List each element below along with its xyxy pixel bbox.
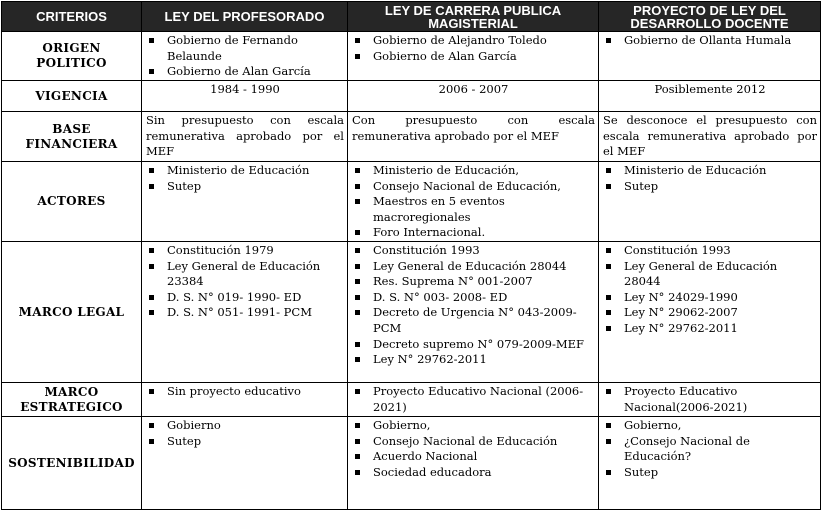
row-actores	[2, 162, 821, 242]
bullet-item: Sociedad educadora	[352, 465, 595, 481]
cell-proyecto	[599, 383, 821, 417]
bullet-list	[603, 33, 817, 49]
bullet-item: Gobierno de Ollanta Humala	[603, 33, 817, 49]
bullet-item: Gobierno de Fernando Belaunde	[146, 33, 344, 64]
bullet-item: Ley N° 29762-2011	[352, 352, 595, 368]
bullet-list	[146, 384, 344, 400]
bullet-item: Consejo Nacional de Educación,	[352, 179, 595, 195]
bullet-list	[352, 33, 595, 64]
cell-proyecto	[599, 242, 821, 383]
cell-profesorado: 1984 - 1990	[142, 81, 348, 112]
cell-profesorado	[142, 417, 348, 510]
criterion-label: ACTORES	[2, 162, 142, 242]
bullet-item: Proyecto Educativo Nacional(2006-2021)	[603, 384, 817, 415]
cell-text: Sin presupuesto con escala remunerativa aprobado por el MEF	[146, 113, 344, 159]
bullet-item: Decreto supremo N° 079-2009-MEF	[352, 337, 595, 353]
cell-proyecto	[599, 112, 821, 162]
bullet-item: Gobierno	[146, 418, 344, 434]
bullet-item: Res. Suprema N° 001-2007	[352, 274, 595, 290]
bullet-list	[603, 418, 817, 480]
row-base-financiera	[2, 112, 821, 162]
bullet-item: Sutep	[603, 465, 817, 481]
bullet-item: Consejo Nacional de Educación	[352, 434, 595, 450]
cell-proyecto: Posiblemente 2012	[599, 81, 821, 112]
row-origen-politico	[2, 32, 821, 81]
bullet-list	[603, 163, 817, 194]
cell-proyecto	[599, 32, 821, 81]
bullet-item: Gobierno de Alejandro Toledo	[352, 33, 595, 49]
header-proyecto-ley: PROYECTO DE LEY DEL DESARROLLO DOCENTE	[599, 2, 821, 32]
cell-carrera	[348, 162, 599, 242]
criterion-label: MARCO ESTRATEGICO	[2, 383, 142, 417]
bullet-item: Gobierno de Alan García	[146, 64, 344, 80]
criterion-label: ORIGEN POLITICO	[2, 32, 142, 81]
bullet-item: Ley N° 24029-1990	[603, 290, 817, 306]
bullet-list	[603, 384, 817, 415]
cell-carrera: 2006 - 2007	[348, 81, 599, 112]
bullet-item: Ley N° 29762-2011	[603, 321, 817, 337]
bullet-item: Sutep	[603, 179, 817, 195]
bullet-list	[146, 243, 344, 321]
header-criterios: CRITERIOS	[2, 2, 142, 32]
bullet-item: Sutep	[146, 179, 344, 195]
row-sostenibilidad	[2, 417, 821, 510]
criterion-label: SOSTENIBILIDAD	[2, 417, 142, 510]
bullet-item: D. S. N° 051- 1991- PCM	[146, 305, 344, 321]
bullet-item: Acuerdo Nacional	[352, 449, 595, 465]
comparison-table	[1, 1, 821, 510]
bullet-list	[352, 243, 595, 368]
cell-carrera	[348, 383, 599, 417]
cell-carrera	[348, 112, 599, 162]
bullet-item: Ley General de Educación 28044	[603, 259, 817, 290]
bullet-item: Constitución 1979	[146, 243, 344, 259]
bullet-item: Ley General de Educación 28044	[352, 259, 595, 275]
criterion-label: BASE FINANCIERA	[2, 112, 142, 162]
bullet-list	[352, 418, 595, 480]
cell-profesorado	[142, 32, 348, 81]
cell-profesorado	[142, 242, 348, 383]
criterion-label: MARCO LEGAL	[2, 242, 142, 383]
bullet-item: Gobierno de Alan García	[352, 49, 595, 65]
bullet-list	[146, 418, 344, 449]
bullet-item: Ministerio de Educación	[146, 163, 344, 179]
cell-text: Se desconoce el presupuesto con escala remunerativa aprobado por el MEF	[603, 113, 817, 159]
header-ley-carrera: LEY DE CARRERA PUBLICA MAGISTERIAL	[348, 2, 599, 32]
cell-proyecto	[599, 162, 821, 242]
bullet-item: D. S. N° 003- 2008- ED	[352, 290, 595, 306]
bullet-item: Constitución 1993	[603, 243, 817, 259]
bullet-list	[352, 163, 595, 241]
criterion-label: VIGENCIA	[2, 81, 142, 112]
row-marco-legal	[2, 242, 821, 383]
bullet-item: Constitución 1993	[352, 243, 595, 259]
bullet-item: Gobierno,	[603, 418, 817, 434]
bullet-item: Foro Internacional.	[352, 225, 595, 241]
bullet-item: ¿Consejo Nacional de Educación?	[603, 434, 817, 465]
bullet-item: Sutep	[146, 434, 344, 450]
bullet-list	[603, 243, 817, 337]
bullet-list	[352, 384, 595, 415]
cell-carrera	[348, 242, 599, 383]
bullet-item: Ministerio de Educación,	[352, 163, 595, 179]
row-vigencia	[2, 81, 821, 112]
cell-carrera	[348, 417, 599, 510]
bullet-item: Maestros en 5 eventos macroregionales	[352, 194, 595, 225]
cell-profesorado	[142, 162, 348, 242]
bullet-item: Decreto de Urgencia N° 043-2009-PCM	[352, 305, 595, 336]
row-marco-estrategico	[2, 383, 821, 417]
cell-carrera	[348, 32, 599, 81]
bullet-item: Sin proyecto educativo	[146, 384, 344, 400]
bullet-list	[146, 33, 344, 80]
bullet-list	[146, 163, 344, 194]
bullet-item: Gobierno,	[352, 418, 595, 434]
cell-profesorado	[142, 383, 348, 417]
bullet-item: Ministerio de Educación	[603, 163, 817, 179]
bullet-item: Proyecto Educativo Nacional (2006-2021)	[352, 384, 595, 415]
header-row	[2, 2, 821, 32]
bullet-item: D. S. N° 019- 1990- ED	[146, 290, 344, 306]
header-ley-profesorado: LEY DEL PROFESORADO	[142, 2, 348, 32]
bullet-item: Ley General de Educación 23384	[146, 259, 344, 290]
cell-text: Con presupuesto con escala remunerativa aprobado por el MEF	[352, 113, 595, 143]
cell-profesorado	[142, 112, 348, 162]
cell-proyecto	[599, 417, 821, 510]
bullet-item: Ley N° 29062-2007	[603, 305, 817, 321]
